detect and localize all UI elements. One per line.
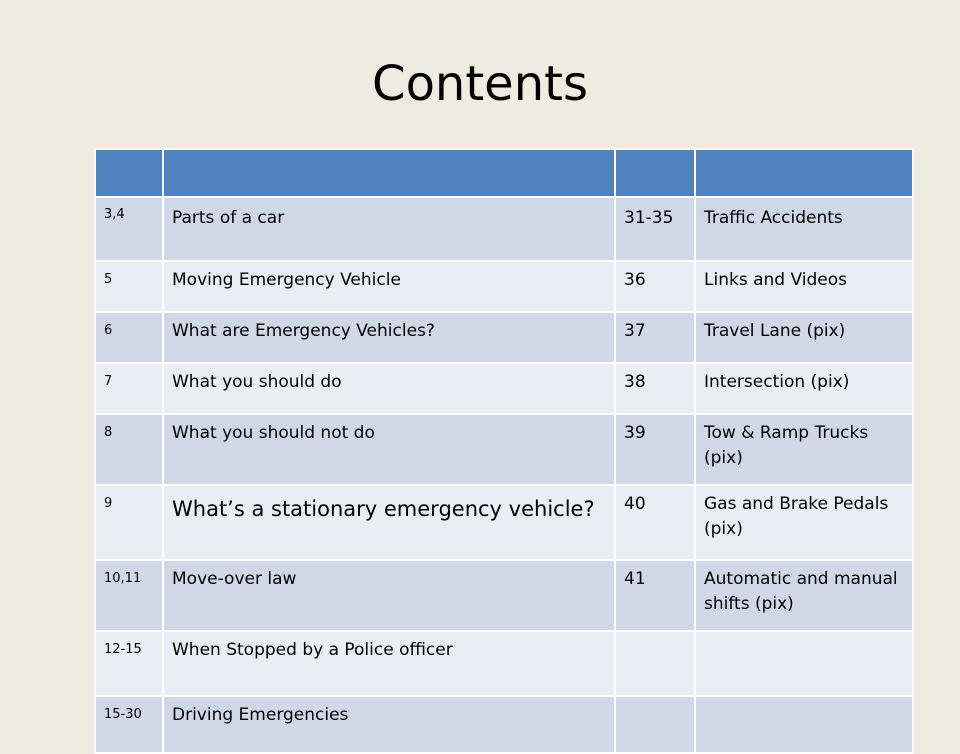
topic-cell-2: Tow & Ramp Trucks (pix) <box>695 414 913 485</box>
table-row <box>95 560 913 631</box>
table-row <box>95 631 913 696</box>
topic-cell-2 <box>695 696 913 753</box>
header-cell <box>163 149 615 197</box>
page-range-cell-2: 40 <box>615 485 695 560</box>
table-row <box>95 261 913 312</box>
page-range-cell: 5 <box>95 261 163 312</box>
page-range-cell: 12-15 <box>95 631 163 696</box>
header-cell <box>695 149 913 197</box>
table-row <box>95 414 913 485</box>
topic-cell-2 <box>695 631 913 696</box>
table-row <box>95 363 913 414</box>
contents-table <box>94 148 914 754</box>
header-cell <box>95 149 163 197</box>
page-title: Contents <box>372 56 588 112</box>
table-row <box>95 485 913 560</box>
topic-cell-2: Travel Lane (pix) <box>695 312 913 363</box>
topic-cell: What you should not do <box>163 414 615 485</box>
page-range-cell: 8 <box>95 414 163 485</box>
topic-cell-2: Traffic Accidents <box>695 197 913 261</box>
page-range-cell: 7 <box>95 363 163 414</box>
topic-cell-2: Links and Videos <box>695 261 913 312</box>
topic-cell-2: Gas and Brake Pedals (pix) <box>695 485 913 560</box>
page-range-cell: 6 <box>95 312 163 363</box>
page-range-cell-2: 36 <box>615 261 695 312</box>
topic-cell-2: Intersection (pix) <box>695 363 913 414</box>
topic-cell: When Stopped by a Police officer <box>163 631 615 696</box>
topic-cell: What you should do <box>163 363 615 414</box>
page-range-cell-2: 37 <box>615 312 695 363</box>
page-range-cell-2: 39 <box>615 414 695 485</box>
page-range-cell: 10,11 <box>95 560 163 631</box>
page-range-cell: 15-30 <box>95 696 163 753</box>
table-row <box>95 696 913 753</box>
topic-cell: What are Emergency Vehicles? <box>163 312 615 363</box>
page-range-cell-2: 31-35 <box>615 197 695 261</box>
topic-cell: Moving Emergency Vehicle <box>163 261 615 312</box>
page-range-cell-2 <box>615 696 695 753</box>
header-cell <box>615 149 695 197</box>
table-row <box>95 197 913 261</box>
page-range-cell-2: 41 <box>615 560 695 631</box>
table-header-row <box>95 149 913 197</box>
topic-cell: Parts of a car <box>163 197 615 261</box>
topic-cell: What’s a stationary emergency vehicle? <box>163 485 615 560</box>
topic-cell-2: Automatic and manual shifts (pix) <box>695 560 913 631</box>
page-range-cell: 9 <box>95 485 163 560</box>
topic-cell: Move-over law <box>163 560 615 631</box>
topic-cell: Driving Emergencies <box>163 696 615 753</box>
table-row <box>95 312 913 363</box>
page-range-cell: 3,4 <box>95 197 163 261</box>
page-range-cell-2: 38 <box>615 363 695 414</box>
page-range-cell-2 <box>615 631 695 696</box>
